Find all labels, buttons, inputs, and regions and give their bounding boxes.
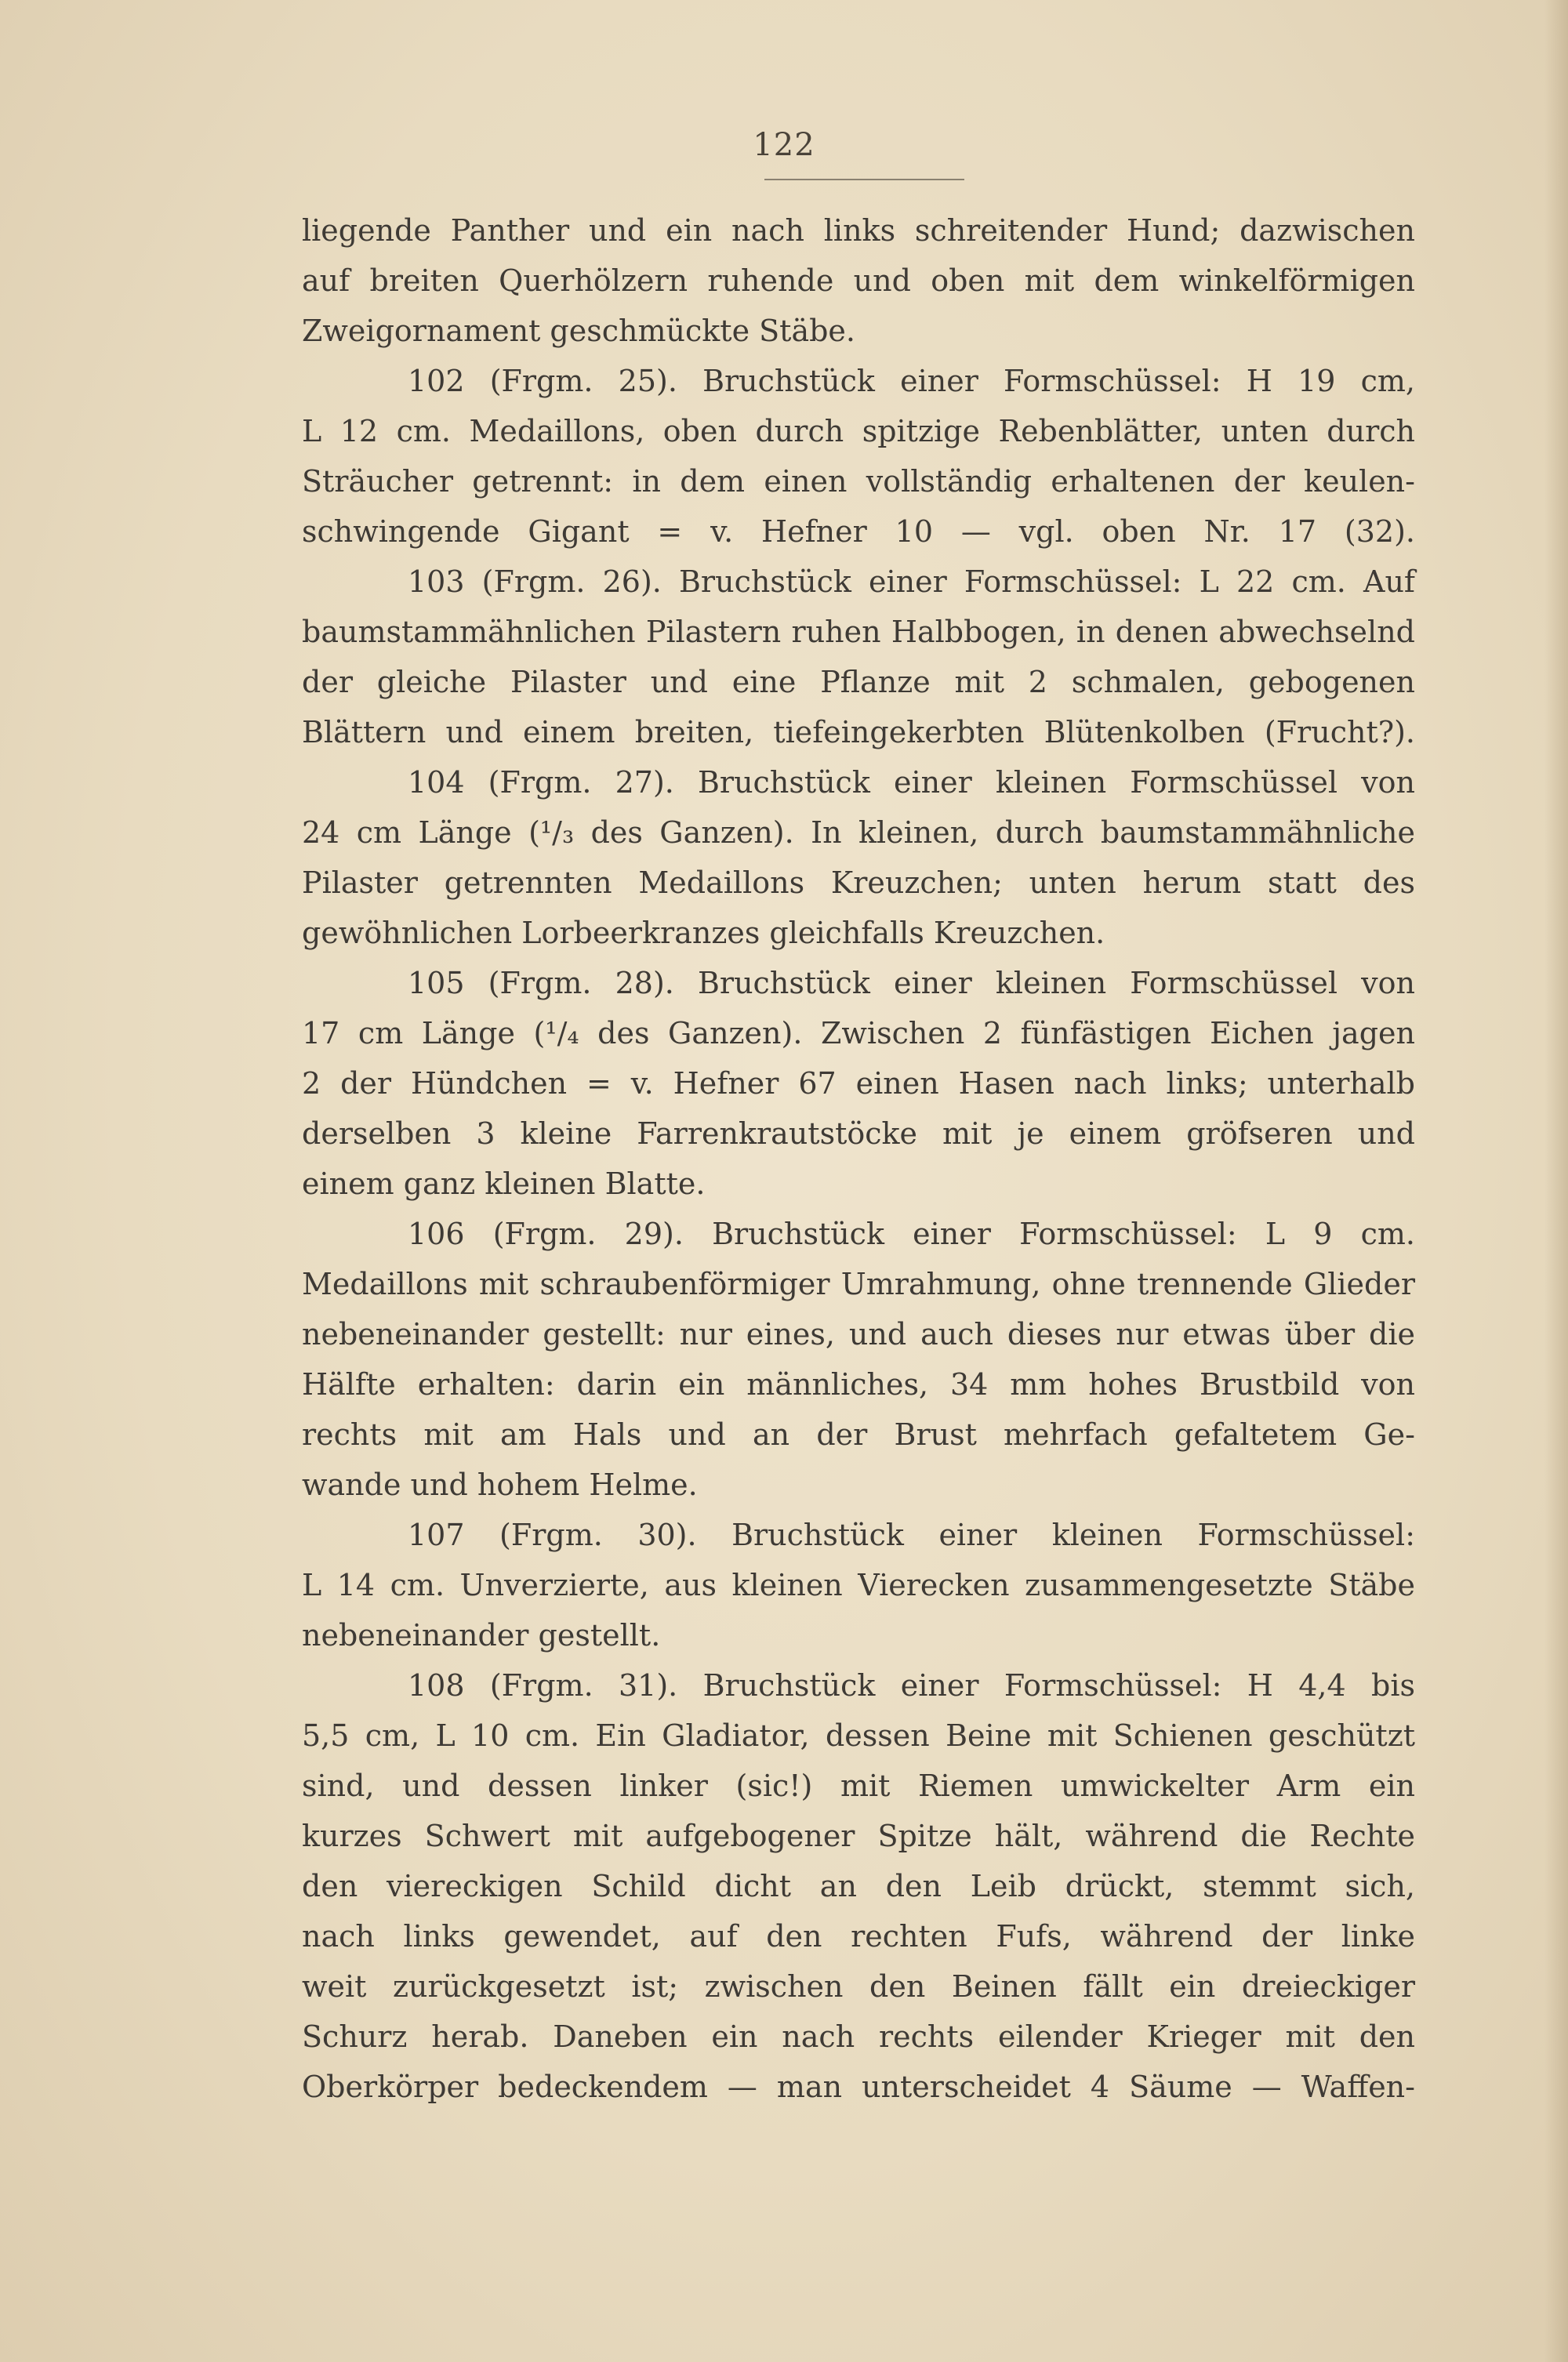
text-line: der gleiche Pilaster und eine Pflanze mit 2 schmalen, gebogenen [302, 665, 1415, 699]
page-number: 122 [753, 127, 815, 163]
text-line: Pilaster getrennten Medaillons Kreuzchen; unten herum statt des [302, 865, 1415, 900]
text-line: wande und hohem Helme. [302, 1468, 698, 1502]
text-line: nebeneinander gestellt: nur eines, und auch dieses nur etwas über die [302, 1317, 1415, 1352]
text-line: weit zurückgesetzt ist; zwischen den Beinen fällt ein dreieckiger [302, 1969, 1415, 2004]
body-text [302, 205, 1415, 2112]
text-line: Schurz herab. Daneben ein nach rechts eilender Krieger mit den [302, 2019, 1415, 2054]
text-line: Medaillons mit schraubenförmiger Umrahmung, ohne trennende Glieder [302, 1267, 1415, 1301]
text-line: 17 cm Länge (¹/₄ des Ganzen). Zwischen 2 fünfästigen Eichen jagen [302, 1016, 1415, 1050]
page-edge-shadow [1544, 0, 1568, 2362]
text-line: schwingende Gigant = v. Hefner 10 — vgl. oben Nr. 17 (32). [302, 514, 1415, 549]
text-line: rechts mit am Hals und an der Brust mehrfach gefaltetem Ge- [302, 1417, 1415, 1452]
header-rule [764, 179, 964, 180]
text-line: 24 cm Länge (¹/₃ des Ganzen). In kleinen, durch baumstammähnliche [302, 815, 1415, 850]
text-line: 5,5 cm, L 10 cm. Ein Gladiator, dessen Beine mit Schienen geschützt [302, 1718, 1415, 1753]
text-line: 106 (Frgm. 29). Bruchstück einer Formschüssel: L 9 cm. [408, 1217, 1415, 1251]
text-line: kurzes Schwert mit aufgebogener Spitze hält, während die Rechte [302, 1819, 1415, 1853]
text-line: Hälfte erhalten: darin ein männliches, 34 mm hohes Brustbild von [302, 1367, 1415, 1402]
text-line: Oberkörper bedeckendem — man unterscheidet 4 Säume — Waffen- [302, 2070, 1415, 2104]
text-line: derselben 3 kleine Farrenkrautstöcke mit je einem gröfseren und [302, 1116, 1415, 1151]
text-line: 102 (Frgm. 25). Bruchstück einer Formschüssel: H 19 cm, [408, 364, 1415, 398]
text-line: 103 (Frgm. 26). Bruchstück einer Formschüssel: L 22 cm. Auf [408, 564, 1415, 599]
text-line: 105 (Frgm. 28). Bruchstück einer kleinen Formschüssel von [408, 966, 1415, 1000]
text-line: 2 der Hündchen = v. Hefner 67 einen Hasen nach links; unterhalb [302, 1066, 1415, 1101]
text-line: 104 (Frgm. 27). Bruchstück einer kleinen Formschüssel von [408, 765, 1415, 800]
text-line: nebeneinander gestellt. [302, 1618, 661, 1653]
text-line: L 14 cm. Unverzierte, aus kleinen Vierecken zusammengesetzte Stäbe [302, 1568, 1415, 1602]
text-line: 107 (Frgm. 30). Bruchstück einer kleinen Formschüssel: [408, 1518, 1415, 1552]
text-line: gewöhnlichen Lorbeerkranzes gleichfalls Kreuzchen. [302, 916, 1105, 950]
text-line: auf breiten Querhölzern ruhende und oben mit dem winkelförmigen [302, 263, 1415, 298]
text-line: Sträucher getrennt: in dem einen vollständig erhaltenen der keulen- [302, 464, 1415, 499]
text-line: 108 (Frgm. 31). Bruchstück einer Formschüssel: H 4,4 bis [408, 1668, 1415, 1703]
text-line: nach links gewendet, auf den rechten Fufs, während der linke [302, 1919, 1415, 1954]
text-line: L 12 cm. Medaillons, oben durch spitzige Rebenblätter, unten durch [302, 414, 1415, 448]
text-line: Zweigornament geschmückte Stäbe. [302, 314, 855, 348]
text-line: baumstammähnlichen Pilastern ruhen Halbbogen, in denen abwechselnd [302, 615, 1415, 649]
text-line: Blättern und einem breiten, tiefeingekerbten Blütenkolben (Frucht?). [302, 715, 1415, 749]
text-line: den viereckigen Schild dicht an den Leib drückt, stemmt sich, [302, 1869, 1415, 1903]
text-line: einem ganz kleinen Blatte. [302, 1166, 706, 1201]
text-line: sind, und dessen linker (sic!) mit Riemen umwickelter Arm ein [302, 1769, 1415, 1803]
text-line: liegende Panther und ein nach links schreitender Hund; dazwischen [302, 213, 1415, 248]
